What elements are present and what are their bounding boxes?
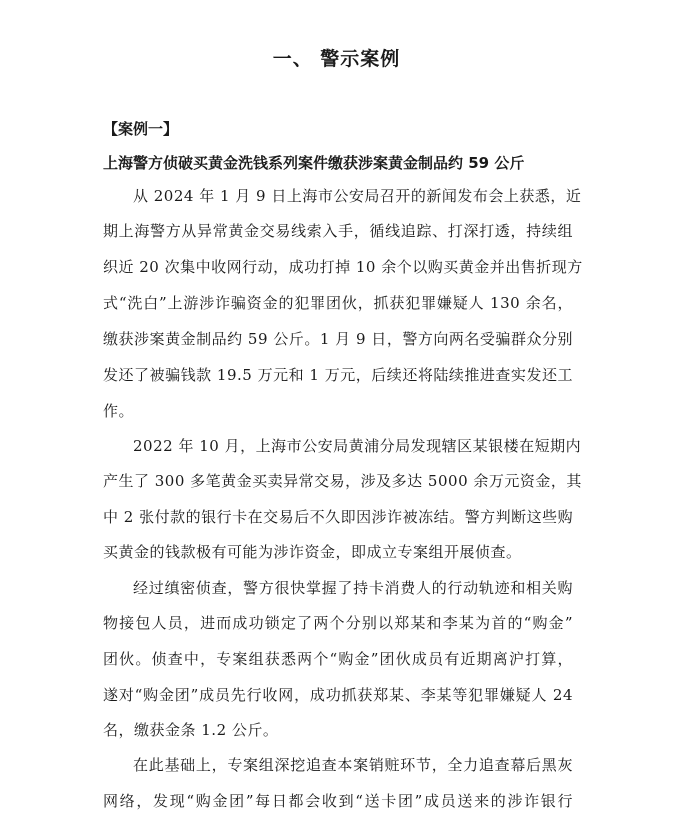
- paragraph-line: 作。: [103, 402, 135, 420]
- paragraph-line: 物接包人员，进而成功锁定了两个分别以郑某和李某为首的“购金”: [103, 614, 573, 632]
- case-title: 上海警方侦破买黄金洗钱系列案件缴获涉案黄金制品约 59 公斤: [103, 154, 525, 172]
- paragraph-line: 买黄金的钱款极有可能为涉诈资金，即成立专案组开展侦查。: [103, 543, 522, 561]
- section-title: 一、 警示案例: [272, 48, 401, 70]
- paragraph-line: 网络，发现“购金团”每日都会收到“送卡团”成员送来的涉诈银行: [103, 792, 573, 810]
- paragraph-line: 缴获涉案黄金制品约 59 公斤。1 月 9 日，警方向两名受骗群众分别: [103, 330, 573, 348]
- paragraph-line: 在此基础上，专案组深挖追查本案销赃环节，全力追查幕后黑灰: [133, 756, 573, 774]
- paragraph-line: 团伙。侦查中，专案组获悉两个“购金”团伙成员有近期离沪打算，: [103, 650, 573, 668]
- paragraph-line: 期上海警方从异常黄金交易线索入手，循线追踪、打深打透，持续组: [103, 222, 573, 240]
- paragraph-line: 织近 20 次集中收网行动，成功打掉 10 余个以购买黄金并出售折现方: [103, 258, 583, 276]
- paragraph-line: 从 2024 年 1 月 9 日上海市公安局召开的新闻发布会上获悉，近: [133, 187, 582, 205]
- paragraph-line: 中 2 张付款的银行卡在交易后不久即因涉诈被冻结。警方判断这些购: [103, 508, 574, 526]
- case-label: 【案例一】: [103, 120, 179, 138]
- paragraph-line: 产生了 300 多笔黄金买卖异常交易，涉及多达 5000 余万元资金，其: [103, 472, 582, 490]
- paragraph-line: 经过缜密侦查，警方很快掌握了持卡消费人的行动轨迹和相关购: [133, 579, 573, 597]
- paragraph-line: 发还了被骗钱款 19.5 万元和 1 万元，后续还将陆续推进查实发还工: [103, 366, 573, 384]
- paragraph-line: 式“洗白”上游涉诈骗资金的犯罪团伙，抓获犯罪嫌疑人 130 余名，: [103, 294, 573, 312]
- paragraph-line: 遂对“购金团”成员先行收网，成功抓获郑某、李某等犯罪嫌疑人 24: [103, 686, 573, 704]
- paragraph-line: 名，缴获金条 1.2 公斤。: [103, 721, 279, 739]
- paragraph-line: 2022 年 10 月，上海市公安局黄浦分局发现辖区某银楼在短期内: [133, 437, 582, 455]
